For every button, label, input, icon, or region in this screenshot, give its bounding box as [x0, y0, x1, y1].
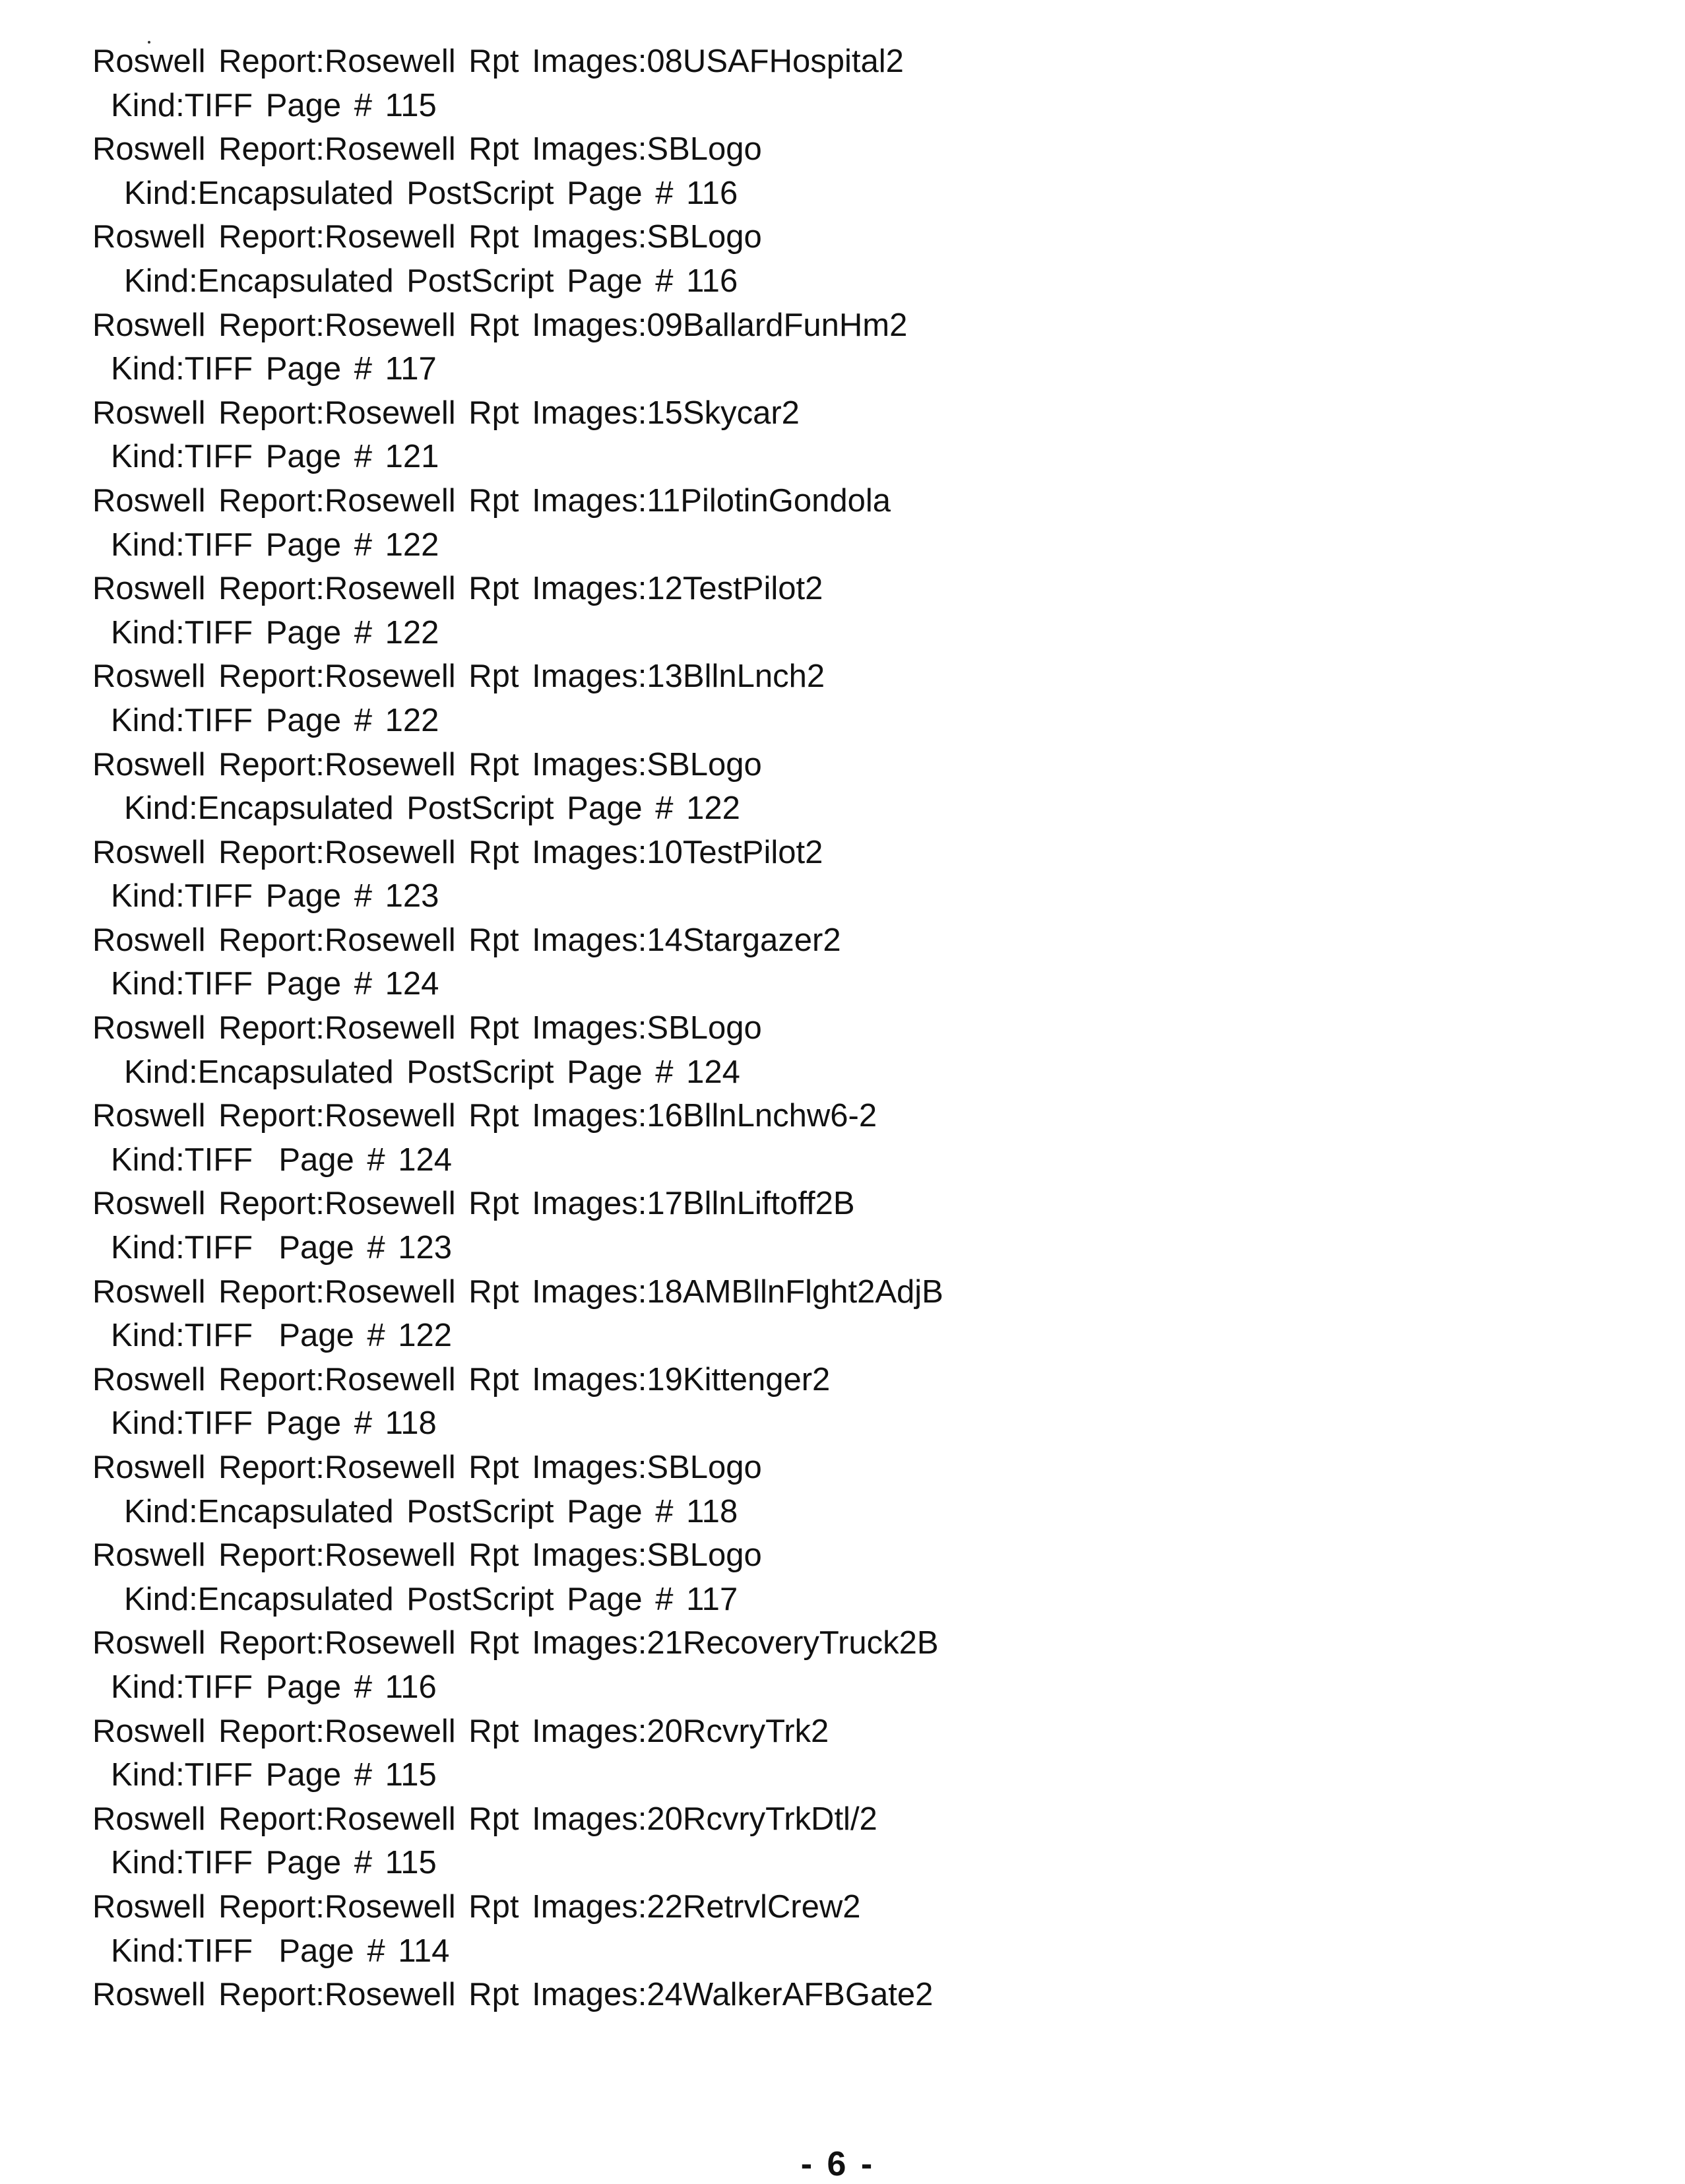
entry-path: Roswell Report:Rosewell Rpt Images:SBLogo [92, 219, 762, 255]
entry-path: Roswell Report:Rosewell Rpt Images:09BallardFunHm2 [92, 307, 908, 343]
entry-kind: Kind:Encapsulated PostScript Page # 116 [124, 263, 738, 299]
list-item [92, 1006, 1214, 1094]
list-item [92, 40, 1214, 127]
entry-path: Roswell Report:Rosewell Rpt Images:22RetrvlCrew2 [92, 1888, 861, 1925]
list-item [92, 655, 1214, 742]
page-number: - 6 - [800, 2145, 875, 2183]
list-item [92, 1621, 1214, 1709]
list-item [92, 1533, 1214, 1621]
entry-path: Roswell Report:Rosewell Rpt Images:18AMBllnFlght2AdjB [92, 1273, 943, 1310]
list-item [92, 127, 1214, 215]
entry-path: Roswell Report:Rosewell Rpt Images:15Skycar2 [92, 395, 800, 431]
entry-path: Roswell Report:Rosewell Rpt Images:SBLogo [92, 746, 762, 783]
entry-kind: Kind:TIFF Page # 124 [111, 966, 439, 1002]
list-item [92, 1358, 1214, 1446]
entry-kind: Kind:TIFF Page # 116 [111, 1669, 437, 1705]
entry-path: Roswell Report:Rosewell Rpt Images:20RcvryTrk2 [92, 1713, 829, 1749]
list-item [92, 1797, 1214, 1885]
entry-path: Roswell Report:Rosewell Rpt Images:10TestPilot2 [92, 834, 823, 870]
entry-kind: Kind:TIFF Page # 122 [111, 1318, 452, 1354]
entry-path: Roswell Report:Rosewell Rpt Images:SBLogo [92, 1537, 762, 1574]
entry-kind: Kind:Encapsulated PostScript Page # 117 [124, 1581, 738, 1617]
list-item [92, 1446, 1214, 1533]
entry-path: Roswell Report:Rosewell Rpt Images:SBLogo [92, 1010, 762, 1046]
entry-path: Roswell Report:Rosewell Rpt Images:SBLogo [92, 1450, 762, 1485]
list-item [92, 567, 1214, 655]
image-file-list [92, 40, 1214, 2017]
list-item [92, 1270, 1214, 1358]
entry-path: Roswell Report:Rosewell Rpt Images:08USAFHospital2 [92, 44, 904, 79]
list-item [92, 1710, 1214, 1797]
entry-kind: Kind:TIFF Page # 115 [111, 1757, 437, 1793]
entry-kind: Kind:TIFF Page # 122 [111, 614, 439, 651]
entry-kind: Kind:TIFF Page # 118 [111, 1405, 437, 1442]
entry-kind: Kind:TIFF Page # 121 [111, 439, 439, 475]
entry-path: Roswell Report:Rosewell Rpt Images:20RcvryTrkDtl/2 [92, 1801, 877, 1837]
entry-path: Roswell Report:Rosewell Rpt Images:14Stargazer2 [92, 922, 841, 958]
entry-kind: Kind:Encapsulated PostScript Page # 122 [124, 790, 740, 827]
entry-path: Roswell Report:Rosewell Rpt Images:SBLogo [92, 131, 762, 168]
entry-path: Roswell Report:Rosewell Rpt Images:12TestPilot2 [92, 571, 823, 607]
entry-path: Roswell Report:Rosewell Rpt Images:17BllnLiftoff2B [92, 1186, 855, 1222]
list-item [92, 1182, 1214, 1269]
list-item [92, 918, 1214, 1006]
entry-kind: Kind:TIFF Page # 123 [111, 1230, 452, 1266]
entry-kind: Kind:TIFF Page # 122 [111, 527, 439, 563]
entry-path: Roswell Report:Rosewell Rpt Images:19Kittenger2 [92, 1361, 831, 1397]
entry-path: Roswell Report:Rosewell Rpt Images:24WalkerAFBGate2 [92, 1977, 934, 2013]
list-item [92, 1094, 1214, 1182]
list-item [92, 831, 1214, 918]
list-item [92, 743, 1214, 831]
entry-path: Roswell Report:Rosewell Rpt Images:16BllnLnchw6-2 [92, 1098, 877, 1134]
entry-path: Roswell Report:Rosewell Rpt Images:13BllnLnch2 [92, 658, 825, 695]
list-item [92, 479, 1214, 567]
entry-kind: Kind:TIFF Page # 114 [111, 1933, 450, 1969]
entry-kind: Kind:TIFF Page # 115 [111, 1845, 437, 1881]
entry-kind: Kind:TIFF Page # 117 [111, 351, 437, 387]
entry-kind: Kind:TIFF Page # 124 [111, 1141, 452, 1178]
list-item [92, 215, 1214, 303]
list-item [92, 304, 1214, 391]
entry-kind: Kind:Encapsulated PostScript Page # 118 [124, 1493, 738, 1529]
entry-kind: Kind:Encapsulated PostScript Page # 124 [124, 1054, 740, 1090]
list-item [92, 1885, 1214, 1973]
entry-kind: Kind:Encapsulated PostScript Page # 116 [124, 175, 738, 211]
entry-kind: Kind:TIFF Page # 123 [111, 878, 439, 915]
list-item [92, 1973, 1214, 2017]
entry-path: Roswell Report:Rosewell Rpt Images:11PilotinGondola [92, 482, 891, 519]
entry-kind: Kind:TIFF Page # 122 [111, 702, 439, 738]
entry-path: Roswell Report:Rosewell Rpt Images:21RecoveryTruck2B [92, 1625, 939, 1661]
list-item [92, 391, 1214, 479]
entry-kind: Kind:TIFF Page # 115 [111, 87, 437, 123]
